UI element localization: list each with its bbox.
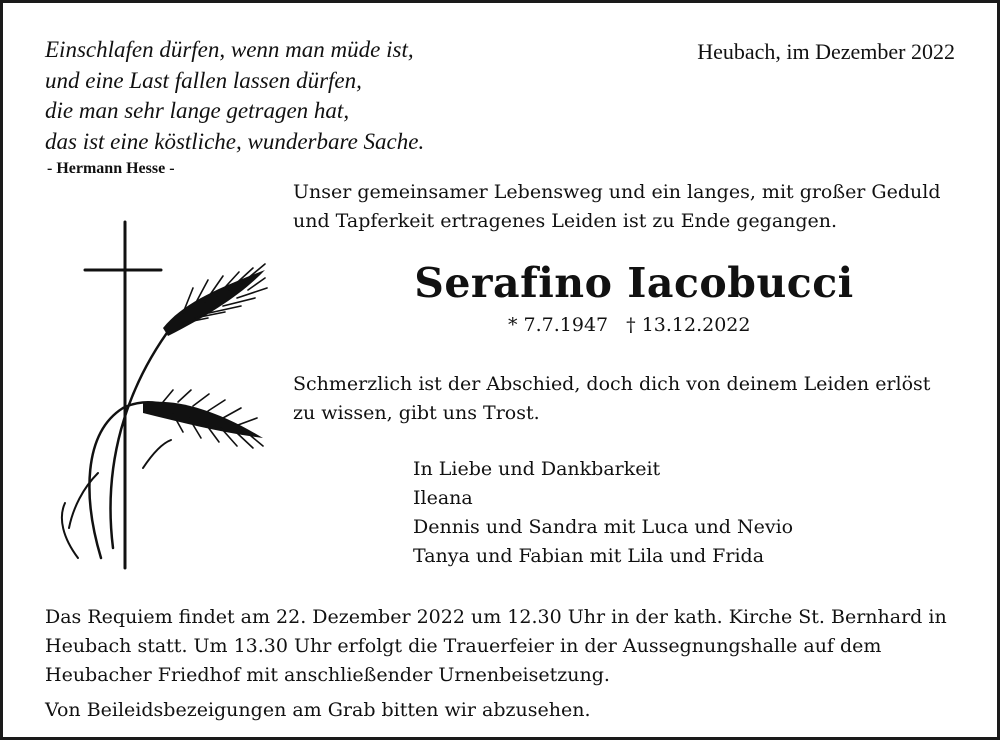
- service-line: Das Requiem findet am 22. Dezember 2022 um 12.30 Uhr in der kath. Kirche St. Bernhard in: [45, 606, 947, 628]
- service-line: Heubacher Friedhof mit anschließender Urnenbeisetzung.: [45, 664, 610, 686]
- consolation-line: Schmerzlich ist der Abschied, doch dich von deinem Leiden erlöst: [293, 373, 931, 395]
- life-dates: [508, 314, 750, 336]
- intro-line: Unser gemeinsamer Lebensweg und ein langes, mit großer Geduld: [293, 181, 941, 203]
- service-info: [45, 603, 947, 690]
- poem-line: die man sehr lange getragen hat,: [45, 98, 350, 123]
- deceased-name: Serafino Iacobucci: [414, 259, 854, 307]
- intro-line: und Tapferkeit ertragenes Leiden ist zu Ende gegangen.: [293, 210, 838, 232]
- consolation-text: [293, 370, 930, 428]
- place-date: Heubach, im Dezember 2022: [697, 39, 955, 64]
- service-line: Heubach statt. Um 13.30 Uhr erfolgt die Trauerfeier in der Aussegnungshalle auf dem: [45, 635, 882, 657]
- poem-author: - Hermann Hesse -: [47, 160, 175, 177]
- poem-line: und eine Last fallen lassen dürfen,: [45, 67, 362, 93]
- birth-date: * 7.7.1947: [508, 314, 609, 336]
- poem: [45, 35, 424, 157]
- death-date: † 13.12.2022: [626, 314, 751, 336]
- signer-line: In Liebe und Dankbarkeit: [413, 458, 661, 480]
- poem-line: Einschlafen dürfen, wenn man müde ist,: [45, 37, 414, 62]
- consolation-line: zu wissen, gibt uns Trost.: [293, 402, 540, 424]
- signer-line: Tanya und Fabian mit Lila und Frida: [413, 545, 765, 567]
- poem-line: das ist eine köstliche, wunderbare Sache.: [45, 128, 425, 154]
- signer-line: Ileana: [413, 487, 473, 509]
- intro-text: [293, 178, 941, 236]
- signers: [413, 455, 793, 571]
- signer-line: Dennis und Sandra mit Luca und Nevio: [413, 516, 794, 538]
- closing-note: Von Beileidsbezeigungen am Grab bitten wir abzusehen.: [45, 699, 591, 721]
